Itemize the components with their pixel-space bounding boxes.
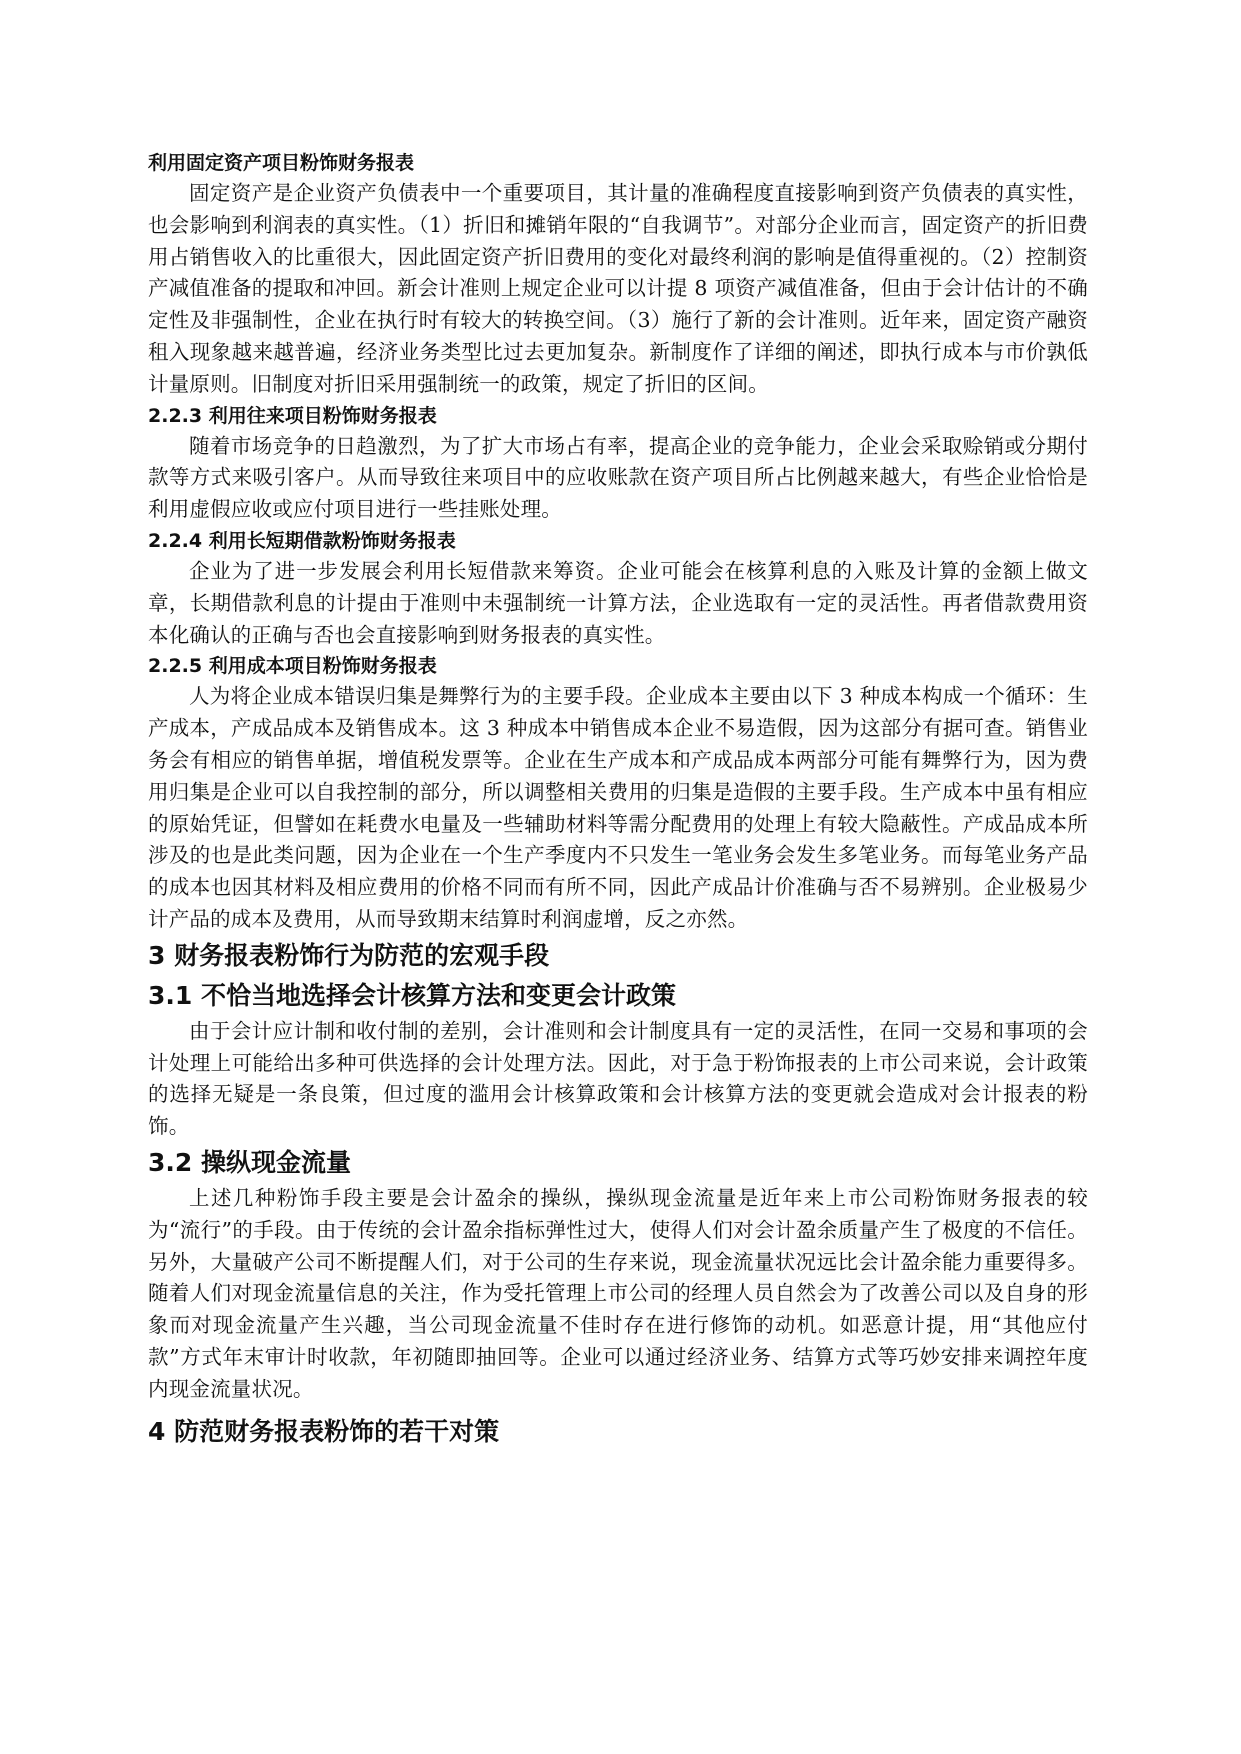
heading-3-2: 3.2 操纵现金流量 [148,1147,351,1177]
paragraph-3-1: 由于会计应计制和收付制的差别，会计准则和会计制度具有一定的灵活性，在同一交易和事项的会计处理上可能给出多种可供选择的会计处理方法。因此，对于急于粉饰报表的上市公司来说，会计政策的选择无疑是一条良策，但过度的滥用会计核算政策和会计核算方法的变更就会造成对会计报表的粉饰。 [148,1018,1088,1139]
heading-2-2-3: 2.2.3 利用往来项目粉饰财务报表 [148,404,437,427]
paragraph-2-2-3: 随着市场竞争的日趋激烈，为了扩大市场占有率，提高企业的竞争能力，企业会采取赊销或分期付款等方式来吸引客户。从而导致往来项目中的应收账款在资产项目所占比例越来越大，有些企业恰恰是利用虚假应收或应付项目进行一些挂账处理。 [148,433,1088,522]
paragraph-fixed-assets: 固定资产是企业资产负债表中一个重要项目，其计量的准确程度直接影响到资产负债表的真实性，也会影响到利润表的真实性。（1）折旧和摊销年限的“自我调节”。对部分企业而言，固定资产的折旧费用占销售收入的比重很大，因此固定资产折旧费用的变化对最终利润的影响是值得重视的。（2）控制资产减值准备的提取和冲回。新会计准则上规定企业可以计提 8 项资产减值准备，但由于会计估计的不确定性及非强制性，企业在执行时有较大的转换空间。（3）施行了新的会计准则。近年来，固定资产融资租入现象越来越普遍，经济业务类型比过去更加复杂。新制度作了详细的阐述，即执行成本与市价孰低计量原则。旧制度对折旧采用强制统一的政策，规定了折旧的区间。 [148,181,1088,396]
heading-section-4: 4 防范财务报表粉饰的若干对策 [148,1416,500,1446]
paragraph-2-2-5: 人为将企业成本错误归集是舞弊行为的主要手段。企业成本主要由以下 3 种成本构成一个循环：生产成本，产成品成本及销售成本。这 3 种成本中销售成本企业不易造假，因为这部分有据可查。销售业务会有相应的销售单据，增值税发票等。企业在生产成本和产成品成本两部分可能有舞弊行为，因为费用归集是企业可以自我控制的部分，所以调整相关费用的归集是造假的主要手段。生产成本中虽有相应的原始凭证，但譬如在耗费水电量及一些辅助材料等需分配费用的处理上有较大隐蔽性。产成品成本所涉及的也是此类问题，因为企业在一个生产季度内不只发生一笔业务会发生多笔业务。而每笔业务产品的成本也因其材料及相应费用的价格不同而有所不同，因此产成品计价准确与否不易辨别。企业极易少计产品的成本及费用，从而导致期末结算时利润虚增，反之亦然。 [148,684,1088,931]
heading-2-2-4: 2.2.4 利用长短期借款粉饰财务报表 [148,529,456,552]
heading-section-3: 3 财务报表粉饰行为防范的宏观手段 [148,940,550,970]
paragraph-3-2: 上述几种粉饰手段主要是会计盈余的操纵，操纵现金流量是近年来上市公司粉饰财务报表的较为“流行”的手段。由于传统的会计盈余指标弹性过大，使得人们对会计盈余质量产生了极度的不信任。另外，大量破产公司不断提醒人们，对于公司的生存来说，现金流量状况远比会计盈余能力重要得多。随着人们对现金流量信息的关注，作为受托管理上市公司的经理人员自然会为了改善公司以及自身的形象而对现金流量产生兴趣，当公司现金流量不佳时存在进行修饰的动机。如恶意计提，用“其他应付款”方式年末审计时收款，年初随即抽回等。企业可以通过经济业务、结算方式等巧妙安排来调控年度内现金流量状况。 [148,1185,1088,1401]
document-page [148,148,1088,1452]
heading-3-1: 3.1 不恰当地选择会计核算方法和变更会计政策 [148,980,676,1010]
heading-2-2-5: 2.2.5 利用成本项目粉饰财务报表 [148,655,437,678]
paragraph-2-2-4: 企业为了进一步发展会利用长短借款来筹资。企业可能会在核算利息的入账及计算的金额上做文章，长期借款利息的计提由于准则中未强制统一计算方法，企业选取有一定的灵活性。再者借款费用资本化确认的正确与否也会直接影响到财务报表的真实性。 [148,558,1088,647]
heading-fixed-assets: 利用固定资产项目粉饰财务报表 [148,152,415,174]
